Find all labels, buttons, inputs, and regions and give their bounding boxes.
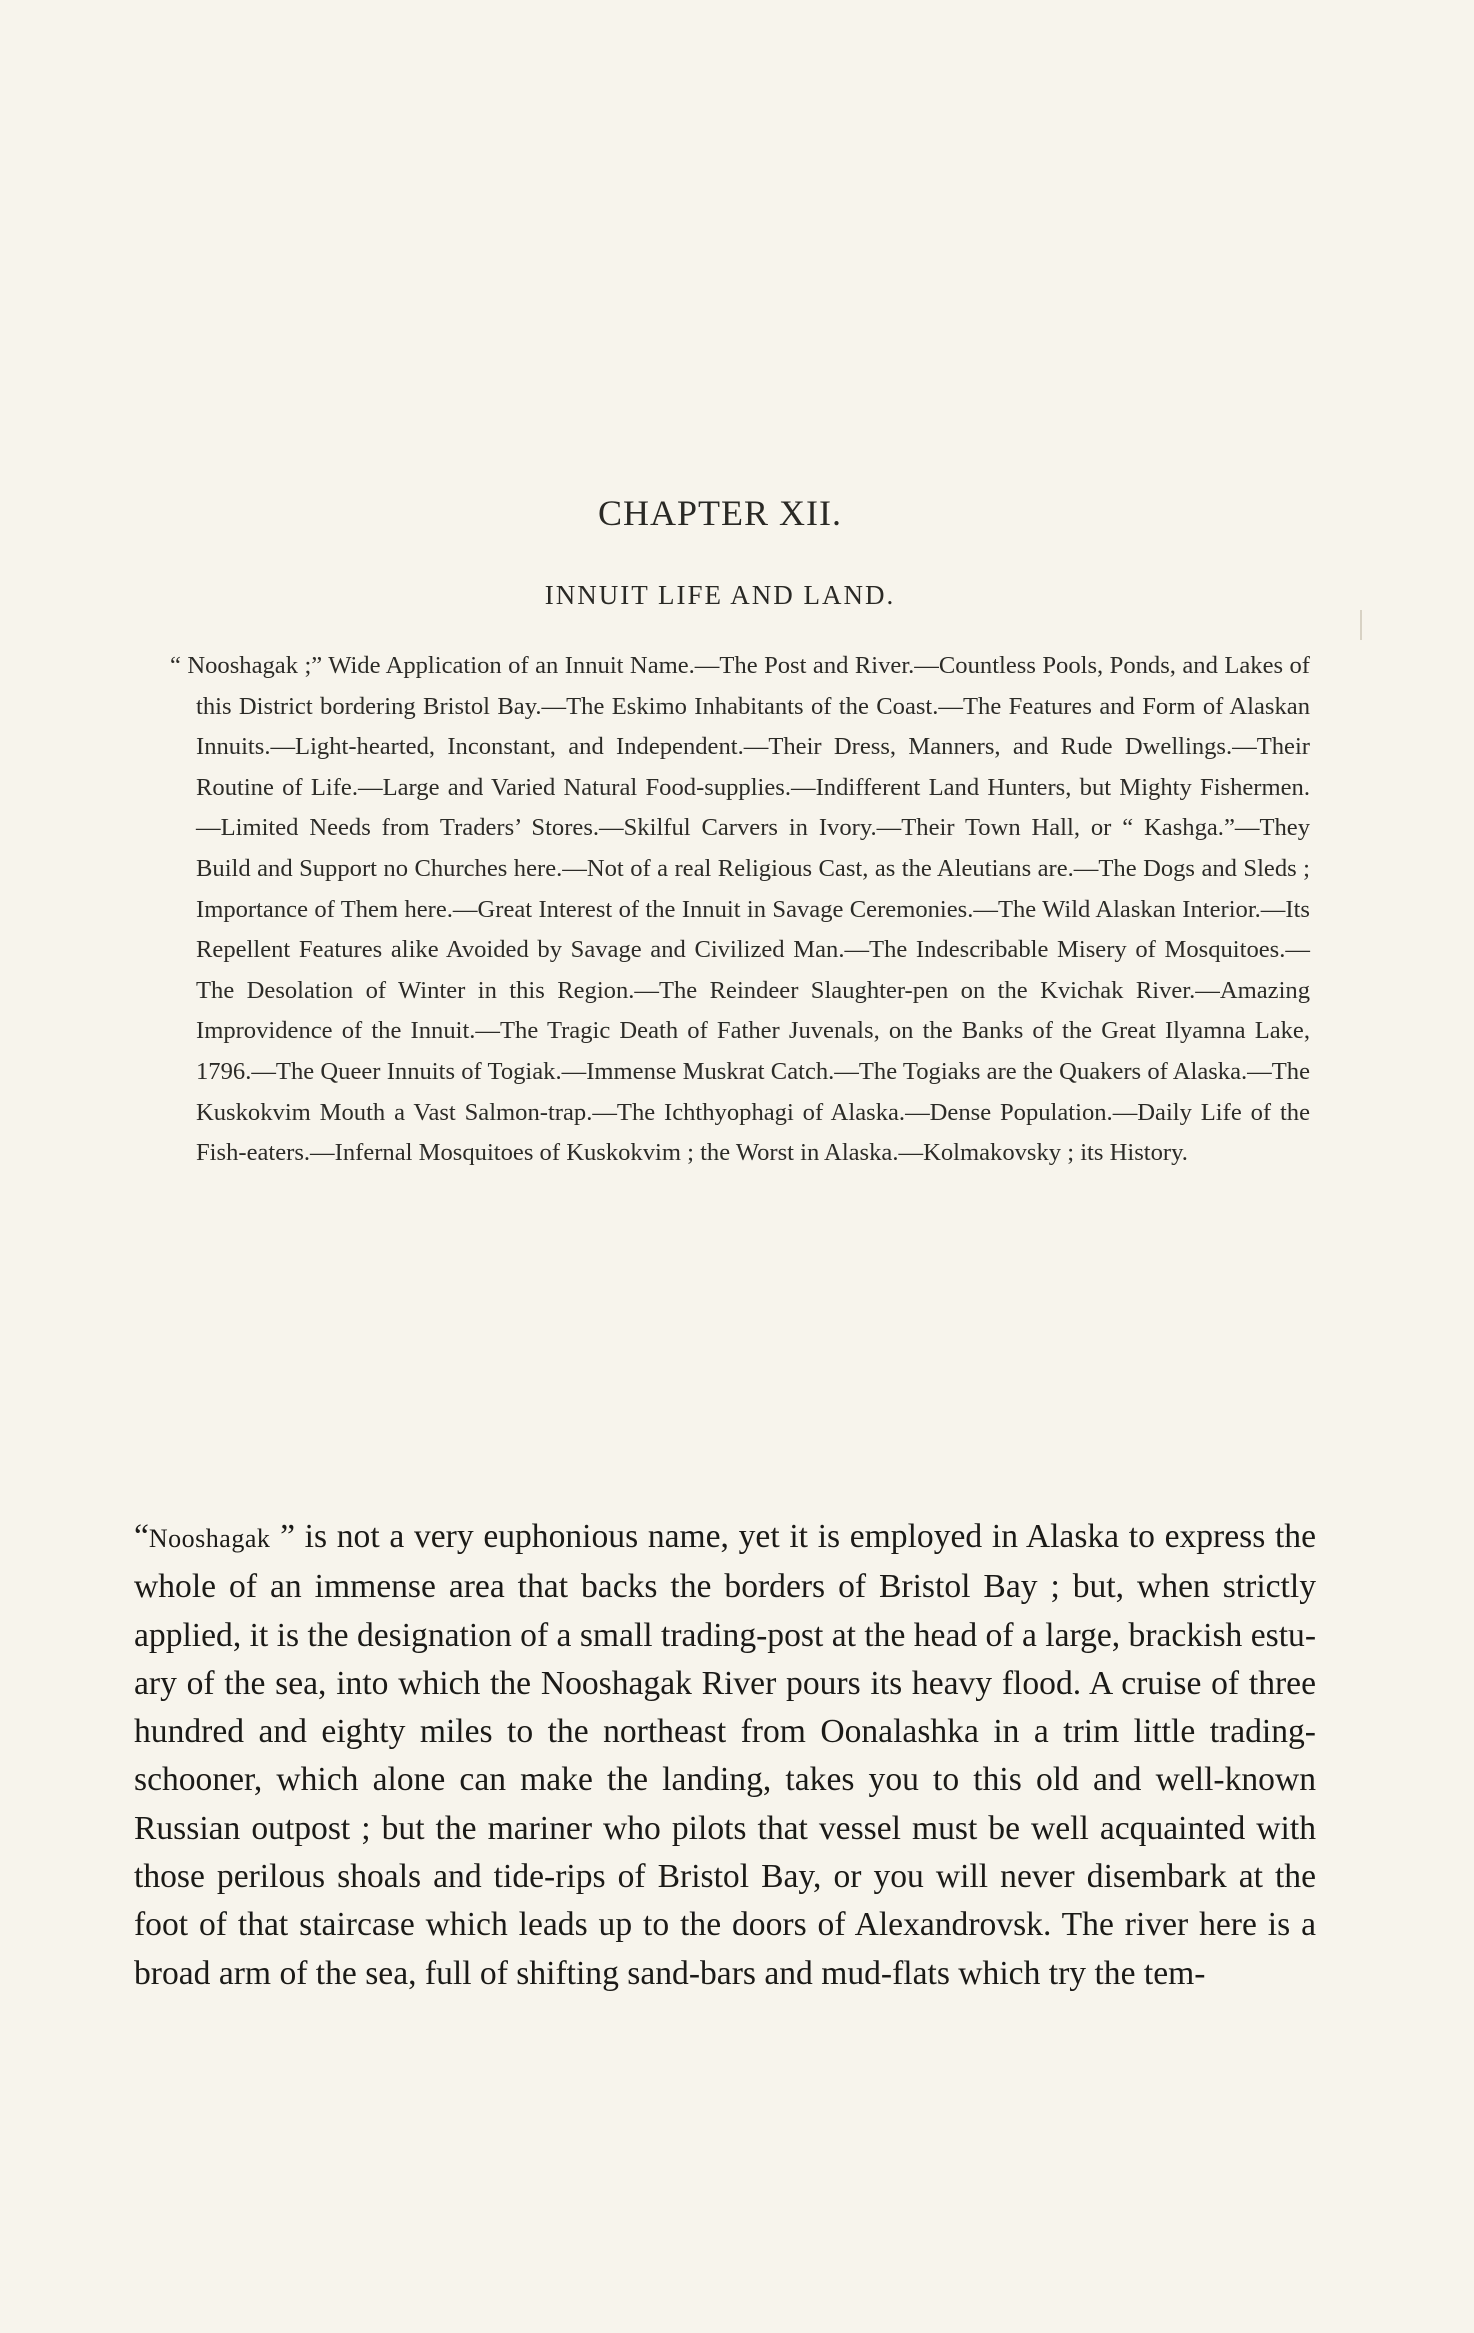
- chapter-title: CHAPTER XII.: [598, 493, 842, 533]
- body-paragraph: [134, 1513, 1316, 1998]
- body-text: ” is not a very euphonious name, yet it is employed in Alaska to express the whole of an immense area that backs the borders of Bristol Bay ; but, when strictly applied, it is the designation of a small trading-post at the head of a large, brackish estuary of the sea, into which the Nooshagak River pours its heavy flood. A cruise of three hundred and eighty miles to the northeast from Oonalashka in a trim little trading-schooner, which alone can make the landing, takes you to this old and well-known Russian outpost ; but the mariner who pilots that vessel must be well acquainted with those perilous shoals and tide-rips of Bristol Bay, or you will never disembark at the foot of that staircase which leads up to the doors of Alexandrovsk. The river here is a broad arm of the sea, full of shifting sand-bars and mud-flats which try the tem-: [134, 1518, 1316, 1992]
- lead-word-small-caps: Nooshagak: [148, 1524, 271, 1553]
- page-mark: [1360, 610, 1362, 640]
- open-quote: “: [134, 1518, 149, 1555]
- chapter-synopsis: “ Nooshagak ;” Wide Application of an Innuit Name.—The Post and River.—Countless Pools, Ponds, and Lakes of this District bordering Bristol Bay.—The Eskimo Inhabitants of the Coast.—The Features and Form of Alaskan Innuits.—Light-hearted, Inconstant, and Independent.—Their Dress, Manners, and Rude Dwellings.—Their Routine of Life.—Large and Varied Natural Food-supplies.—Indifferent Land Hunters, but Mighty Fishermen.—Limited Needs from Traders’ Stores.—Skilful Carvers in Ivory.—Their Town Hall, or “ Kashga.”—They Build and Support no Churches here.—Not of a real Religious Cast, as the Aleutians are.—The Dogs and Sleds ; Importance of Them here.—Great Interest of the Innuit in Savage Ceremonies.—The Wild Alaskan Interior.—Its Repellent Features alike Avoided by Savage and Civilized Man.—The Indescribable Misery of Mosquitoes.—The Desolation of Winter in this Region.—The Reindeer Slaughter-pen on the Kvichak River.—Amazing Improvidence of the Innuit.—The Tragic Death of Father Juvenals, on the Banks of the Great Ilyamna Lake, 1796.—The Queer Innuits of Togiak.—Immense Muskrat Catch.—The Togiaks are the Quakers of Alaska.—The Kuskokvim Mouth a Vast Salmon-trap.—The Ichthyophagi of Alaska.—Dense Population.—Daily Life of the Fish-eaters.—Infernal Mosquitoes of Kuskokvim ; the Worst in Alaska.—Kolmakovsky ; its History.: [170, 652, 1310, 1167]
- chapter-subtitle: INNUIT LIFE AND LAND.: [544, 580, 896, 610]
